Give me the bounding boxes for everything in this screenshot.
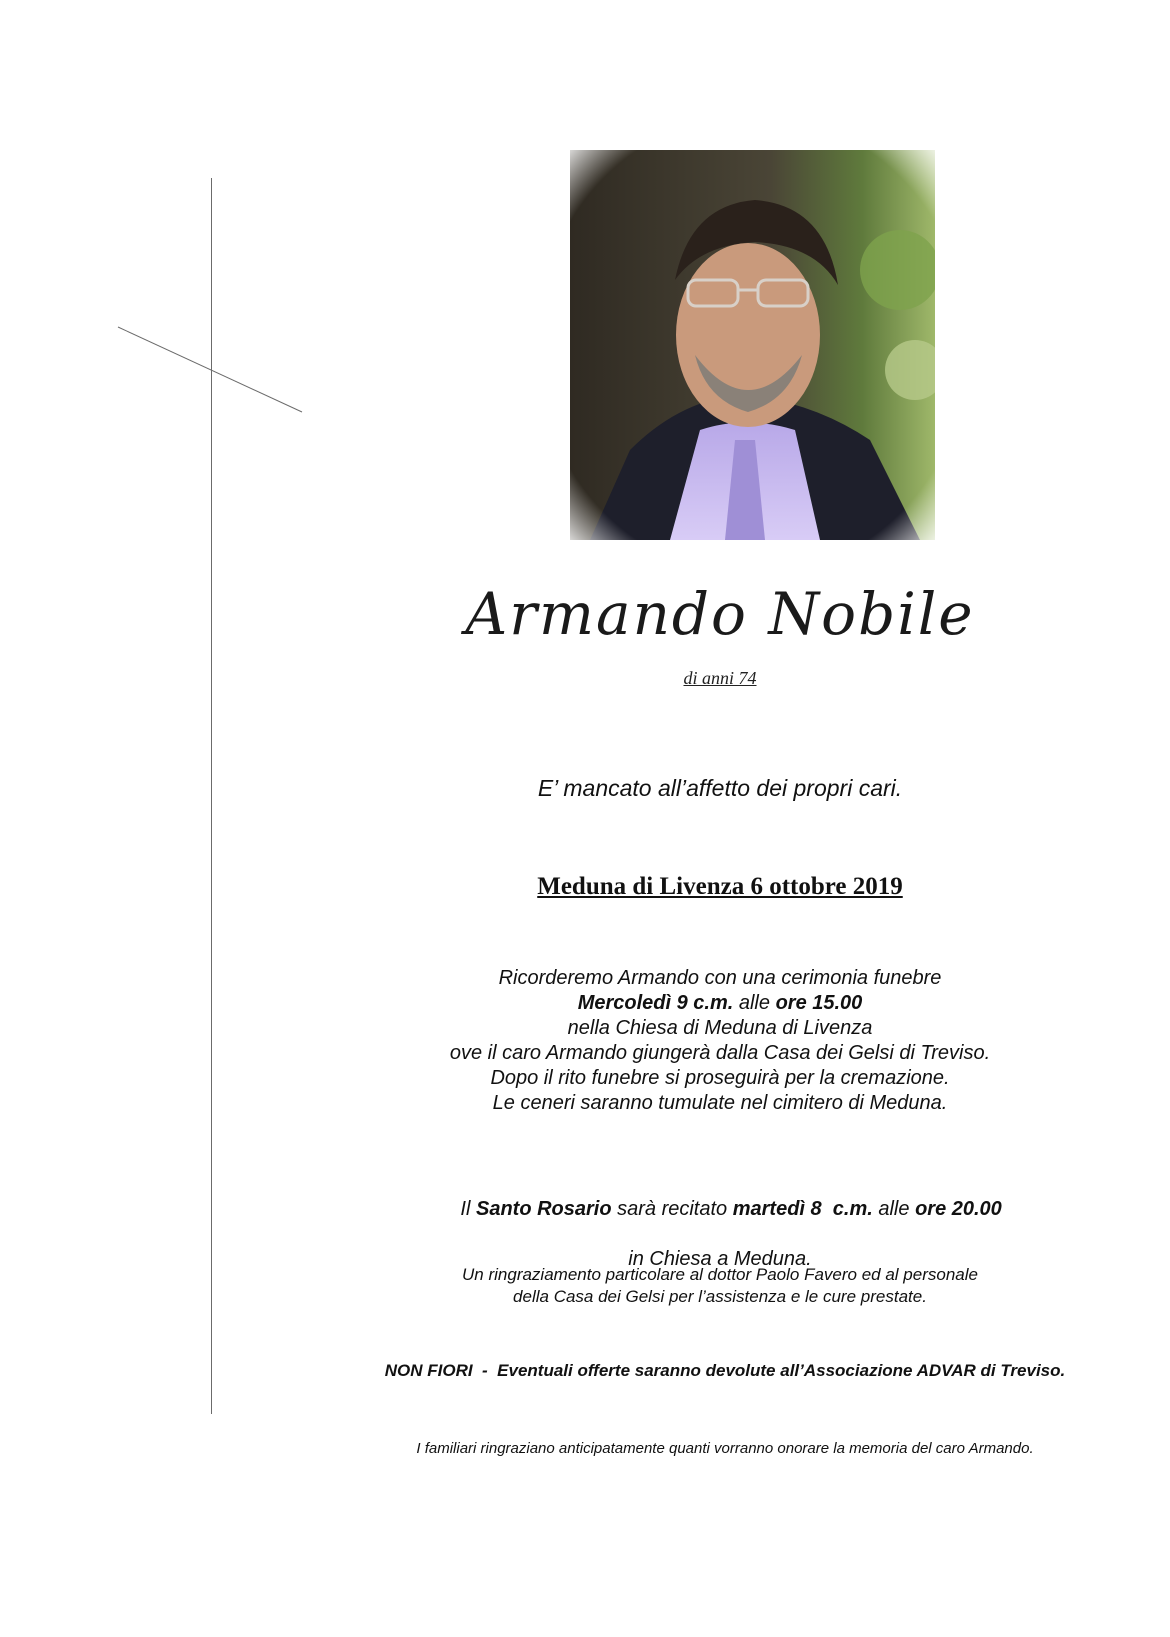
rosary-text: Il [460, 1198, 476, 1220]
rosary-line [380, 1172, 1060, 1247]
final-note: I familiari ringraziano anticipatamente quanti vorranno onorare la memoria del caro Armando. [416, 1440, 1034, 1457]
ceremony-date-line [380, 991, 1060, 1016]
deceased-name: Armando Nobile [465, 580, 975, 648]
rosary-day: martedì 8 [732, 1198, 822, 1220]
ceremony-line: Le ceneri saranno tumulate nel cimitero di Meduna. [492, 1092, 948, 1114]
portrait-photo [570, 150, 935, 540]
rosary-location: in Chiesa a Meduna. [628, 1248, 812, 1270]
cross-diagonal-line [0, 0, 320, 420]
no-flowers-note: NON FIORI - Eventuali offerte saranno devolute all’Associazione ADVAR di Treviso. [384, 1361, 1066, 1380]
thanks-line: Un ringraziamento particolare al dottor Paolo Favero ed al personale [462, 1265, 978, 1284]
rosary-cm: c.m. [821, 1198, 873, 1220]
ceremony-day: Mercoledì 9 c.m. [577, 992, 734, 1014]
rosary-text: alle [872, 1198, 916, 1220]
rosary-title: Santo Rosario [475, 1198, 612, 1220]
announcement-text: E’ mancato all’affetto dei propri cari. [537, 775, 903, 801]
ceremony-line: nella Chiesa di Meduna di Livenza [567, 1017, 873, 1039]
ceremony-line: Ricorderemo Armando con una cerimonia funebre [498, 967, 942, 989]
rosary-block [380, 1172, 1060, 1272]
ceremony-line: ove il caro Armando giungerà dalla Casa dei Gelsi di Treviso. [449, 1042, 991, 1064]
ceremony-connector: alle [733, 992, 776, 1014]
rosary-text: sarà recitato [611, 1198, 733, 1220]
thanks-line: della Casa dei Gelsi per l’assistenza e le cure prestate. [513, 1287, 927, 1306]
ceremony-time: ore 15.00 [775, 992, 863, 1014]
deceased-age: di anni 74 [683, 668, 757, 688]
place-date: Meduna di Livenza 6 ottobre 2019 [537, 873, 903, 900]
thanks-block [380, 1264, 1060, 1308]
rosary-time: ore 20.00 [915, 1198, 1002, 1220]
ceremony-line: Dopo il rito funebre si proseguirà per la cremazione. [490, 1067, 950, 1089]
ceremony-block [380, 966, 1060, 1116]
